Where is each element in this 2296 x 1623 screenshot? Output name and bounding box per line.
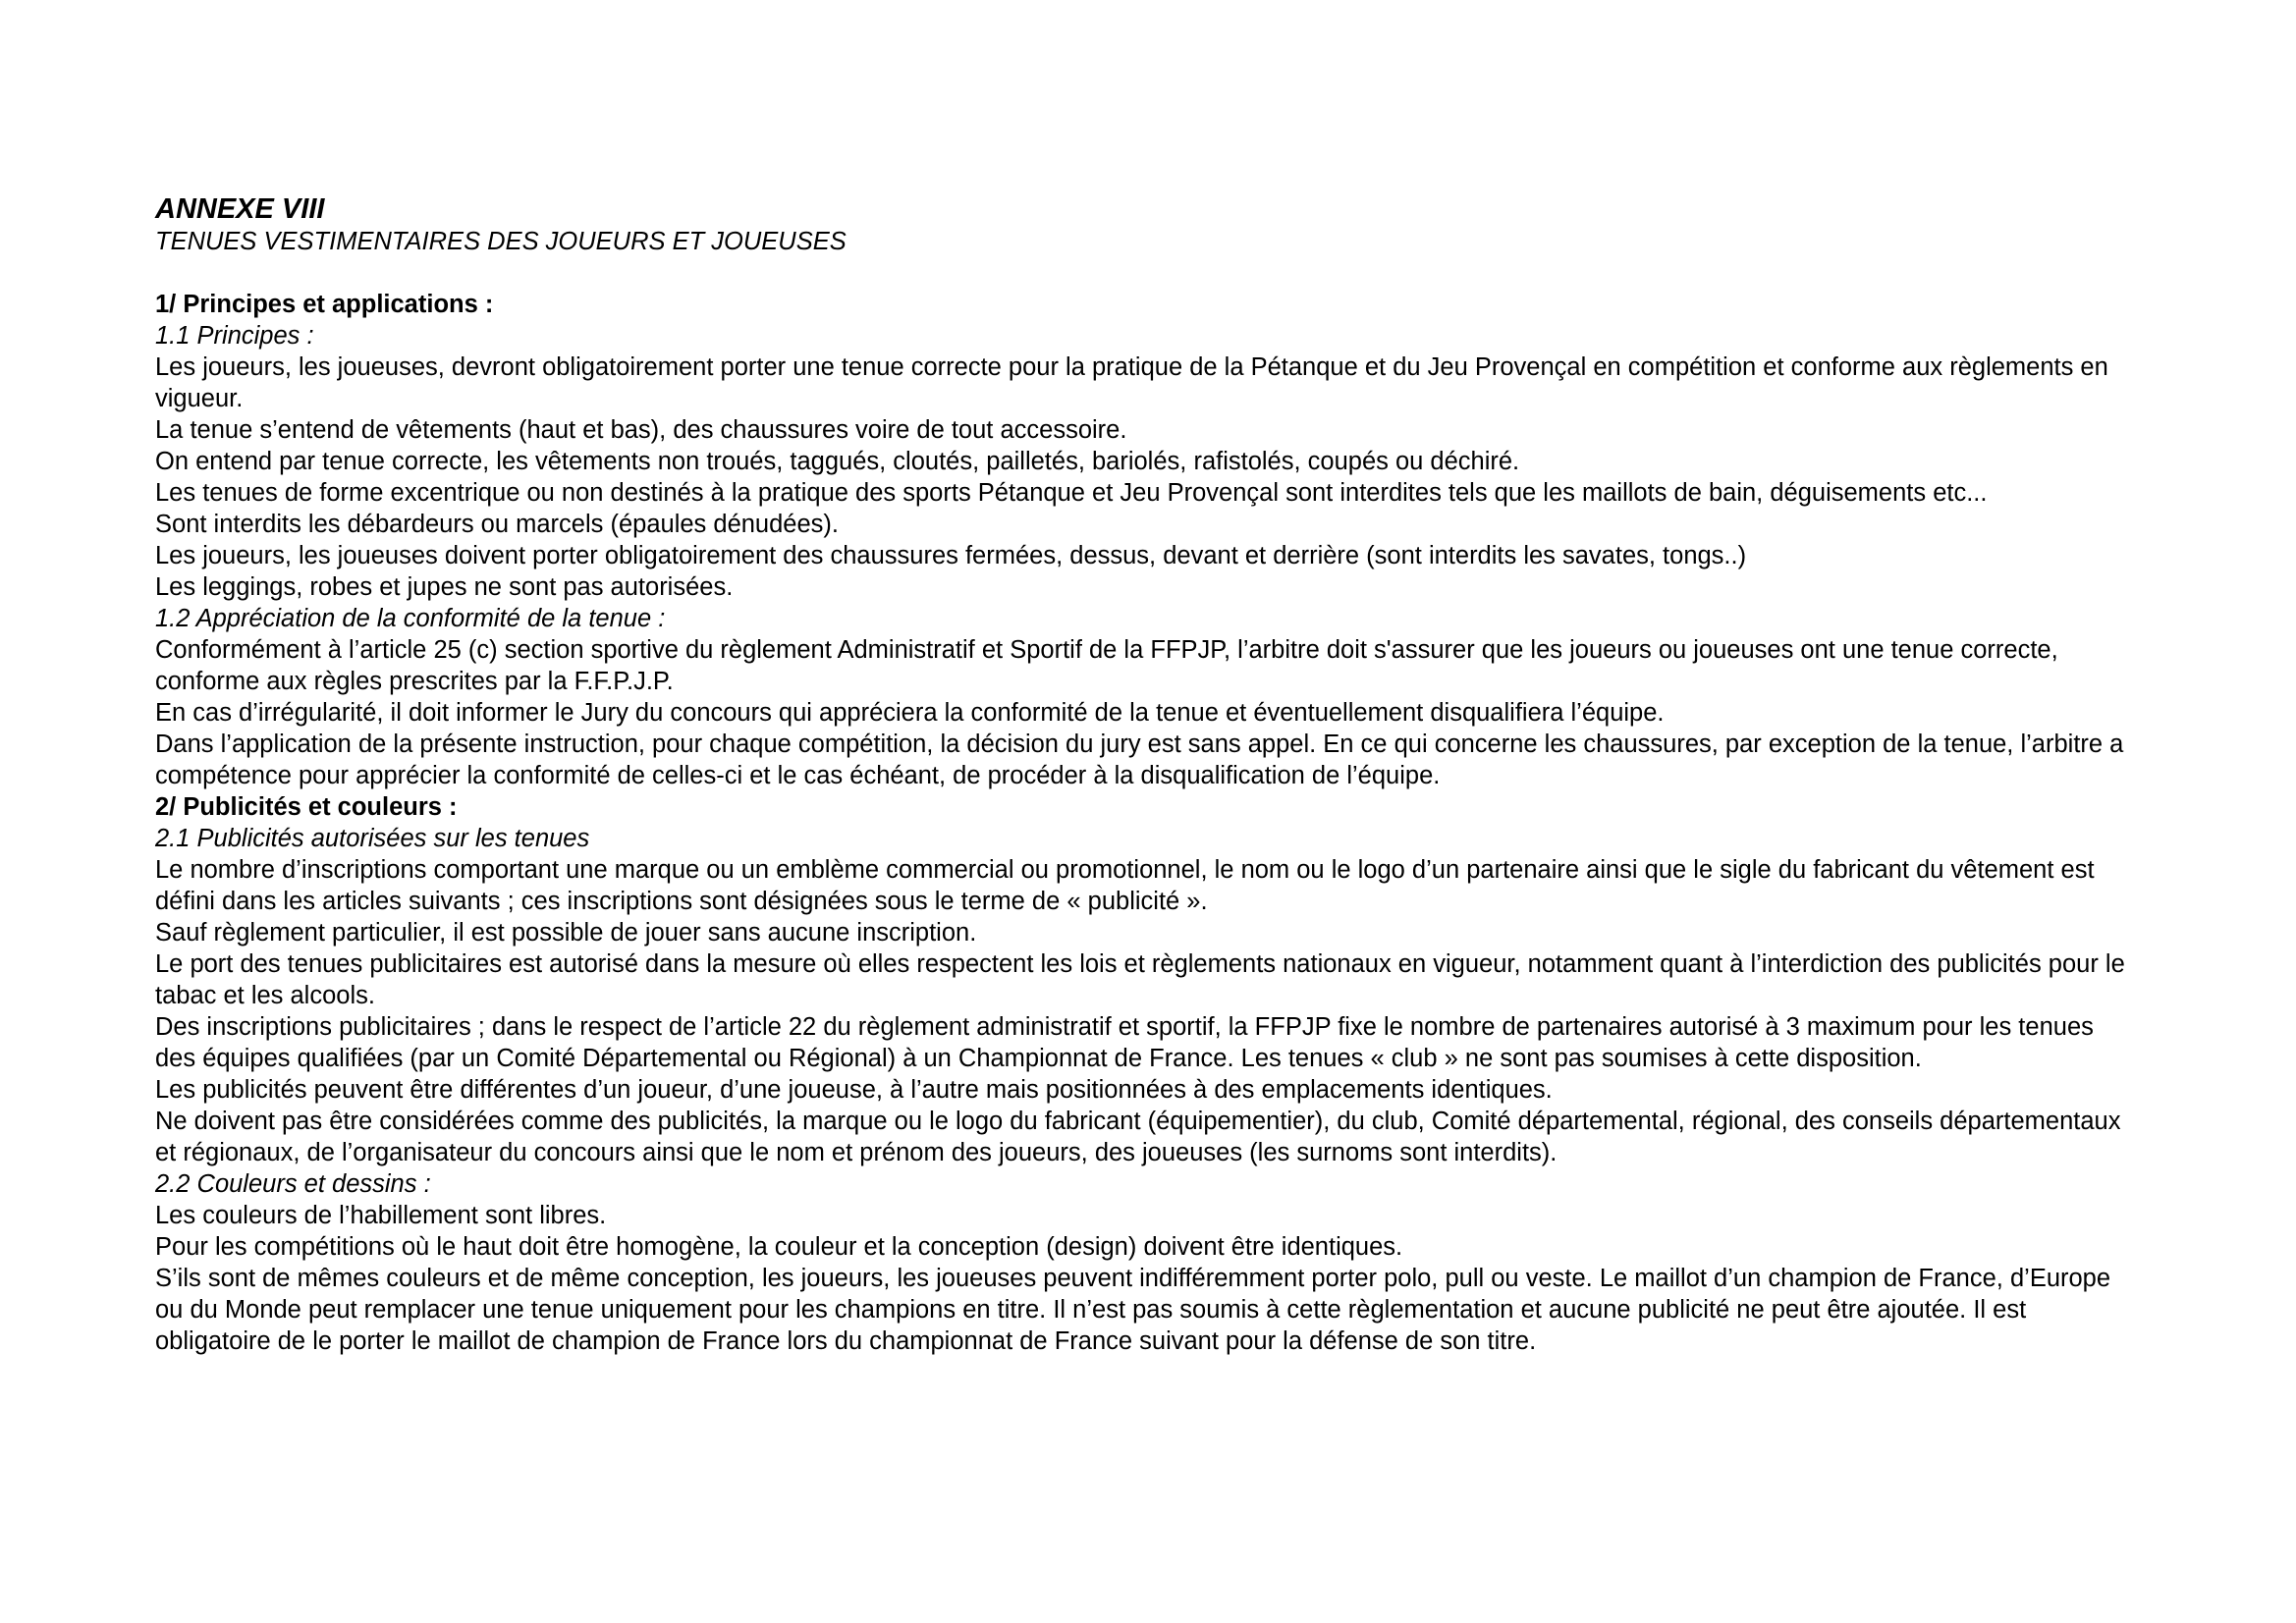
paragraph: Le nombre d’inscriptions comportant une marque ou un emblème commercial ou promotionnel, le nom ou le logo d’un partenaire ainsi que le sigle du fabricant du vêtement est défini dans les articles suivants ; ces inscriptions sont désignées sous le terme de « publicité ». (155, 856, 2095, 915)
section-1-heading: 1/ Principes et applications : (155, 291, 494, 318)
subsection-1-2-heading: 1.2 Appréciation de la conformité de la tenue : (155, 605, 666, 632)
paragraph: Le port des tenues publicitaires est autorisé dans la mesure où elles respectent les lois et règlements nationaux en vigueur, notamment quant à l’interdiction des publicités pour le tabac et les alcools. (155, 950, 2125, 1009)
paragraph: Conformément à l’article 25 (c) section sportive du règlement Administratif et Sportif de la FFPJP, l’arbitre doit s'assurer que les joueurs ou joueuses ont une tenue correcte, conforme aux règles prescrites par la F.F.P.J.P. (155, 636, 2058, 695)
document-subtitle: TENUES VESTIMENTAIRES DES JOUEURS ET JOUEUSES (155, 228, 847, 255)
paragraph: Pour les compétitions où le haut doit être homogène, la couleur et la conception (design) doivent être identiques. (155, 1233, 1403, 1261)
paragraph: Sont interdits les débardeurs ou marcels (épaules dénudées). (155, 511, 839, 538)
paragraph: S’ils sont de mêmes couleurs et de même conception, les joueurs, les joueuses peuvent indifféremment porter polo, pull ou veste. Le maillot d’un champion de France, d’Europe ou du Monde peut remplacer une tenue uniquement pour les champions en titre. Il n’est pas soumis à cette règlementation et aucune publicité ne peut être ajoutée. Il est obligatoire de le porter le maillot de champion de France lors du championnat de France suivant pour la défense de son titre. (155, 1265, 2111, 1355)
paragraph: En cas d’irrégularité, il doit informer le Jury du concours qui appréciera la conformité de la tenue et éventuellement disqualifiera l’équipe. (155, 699, 1665, 727)
paragraph: On entend par tenue correcte, les vêtements non troués, taggués, cloutés, pailletés, bariolés, rafistolés, coupés ou déchiré. (155, 448, 1520, 475)
paragraph: Les joueurs, les joueuses doivent porter obligatoirement des chaussures fermées, dessus, devant et derrière (sont interdits les savates, tongs..) (155, 542, 1747, 569)
subsection-2-1-heading: 2.1 Publicités autorisées sur les tenues (155, 825, 590, 852)
paragraph: Les couleurs de l’habillement sont libres. (155, 1202, 607, 1229)
subsection-2-2-heading: 2.2 Couleurs et dessins : (155, 1170, 431, 1198)
paragraph: Les leggings, robes et jupes ne sont pas autorisées. (155, 573, 734, 601)
paragraph: Les joueurs, les joueuses, devront obligatoirement porter une tenue correcte pour la pratique de la Pétanque et du Jeu Provençal en compétition et conforme aux règlements en vigueur. (155, 353, 2108, 412)
spacer (155, 257, 2139, 289)
paragraph: Dans l’application de la présente instruction, pour chaque compétition, la décision du jury est sans appel. En ce qui concerne les chaussures, par exception de la tenue, l’arbitre a compétence pour apprécier la conformité de celles-ci et le cas échéant, de procéder à la disqualification de l’équipe. (155, 730, 2124, 789)
section-2-heading: 2/ Publicités et couleurs : (155, 793, 458, 821)
document-title: ANNEXE VIII (155, 193, 325, 225)
paragraph: Des inscriptions publicitaires ; dans le respect de l’article 22 du règlement administratif et sportif, la FFPJP fixe le nombre de partenaires autorisé à 3 maximum pour les tenues des équipes qualifiées (par un Comité Départemental ou Régional) à un Championnat de France. Les tenues « club » ne sont pas soumises à cette disposition. (155, 1013, 2094, 1072)
paragraph: Ne doivent pas être considérées comme des publicités, la marque ou le logo du fabricant (équipementier), du club, Comité départemental, régional, des conseils départementaux et régionaux, de l’organisateur du concours ainsi que le nom et prénom des joueurs, des joueuses (les surnoms sont interdits). (155, 1108, 2121, 1166)
paragraph: Les publicités peuvent être différentes d’un joueur, d’une joueuse, à l’autre mais positionnées à des emplacements identiques. (155, 1076, 1553, 1104)
paragraph: Les tenues de forme excentrique ou non destinés à la pratique des sports Pétanque et Jeu Provençal sont interdites tels que les maillots de bain, déguisements etc... (155, 479, 1988, 507)
paragraph: Sauf règlement particulier, il est possible de jouer sans aucune inscription. (155, 919, 977, 947)
paragraph: La tenue s’entend de vêtements (haut et bas), des chaussures voire de tout accessoire. (155, 416, 1127, 444)
document-page (155, 192, 2139, 1357)
subsection-1-1-heading: 1.1 Principes : (155, 322, 314, 350)
